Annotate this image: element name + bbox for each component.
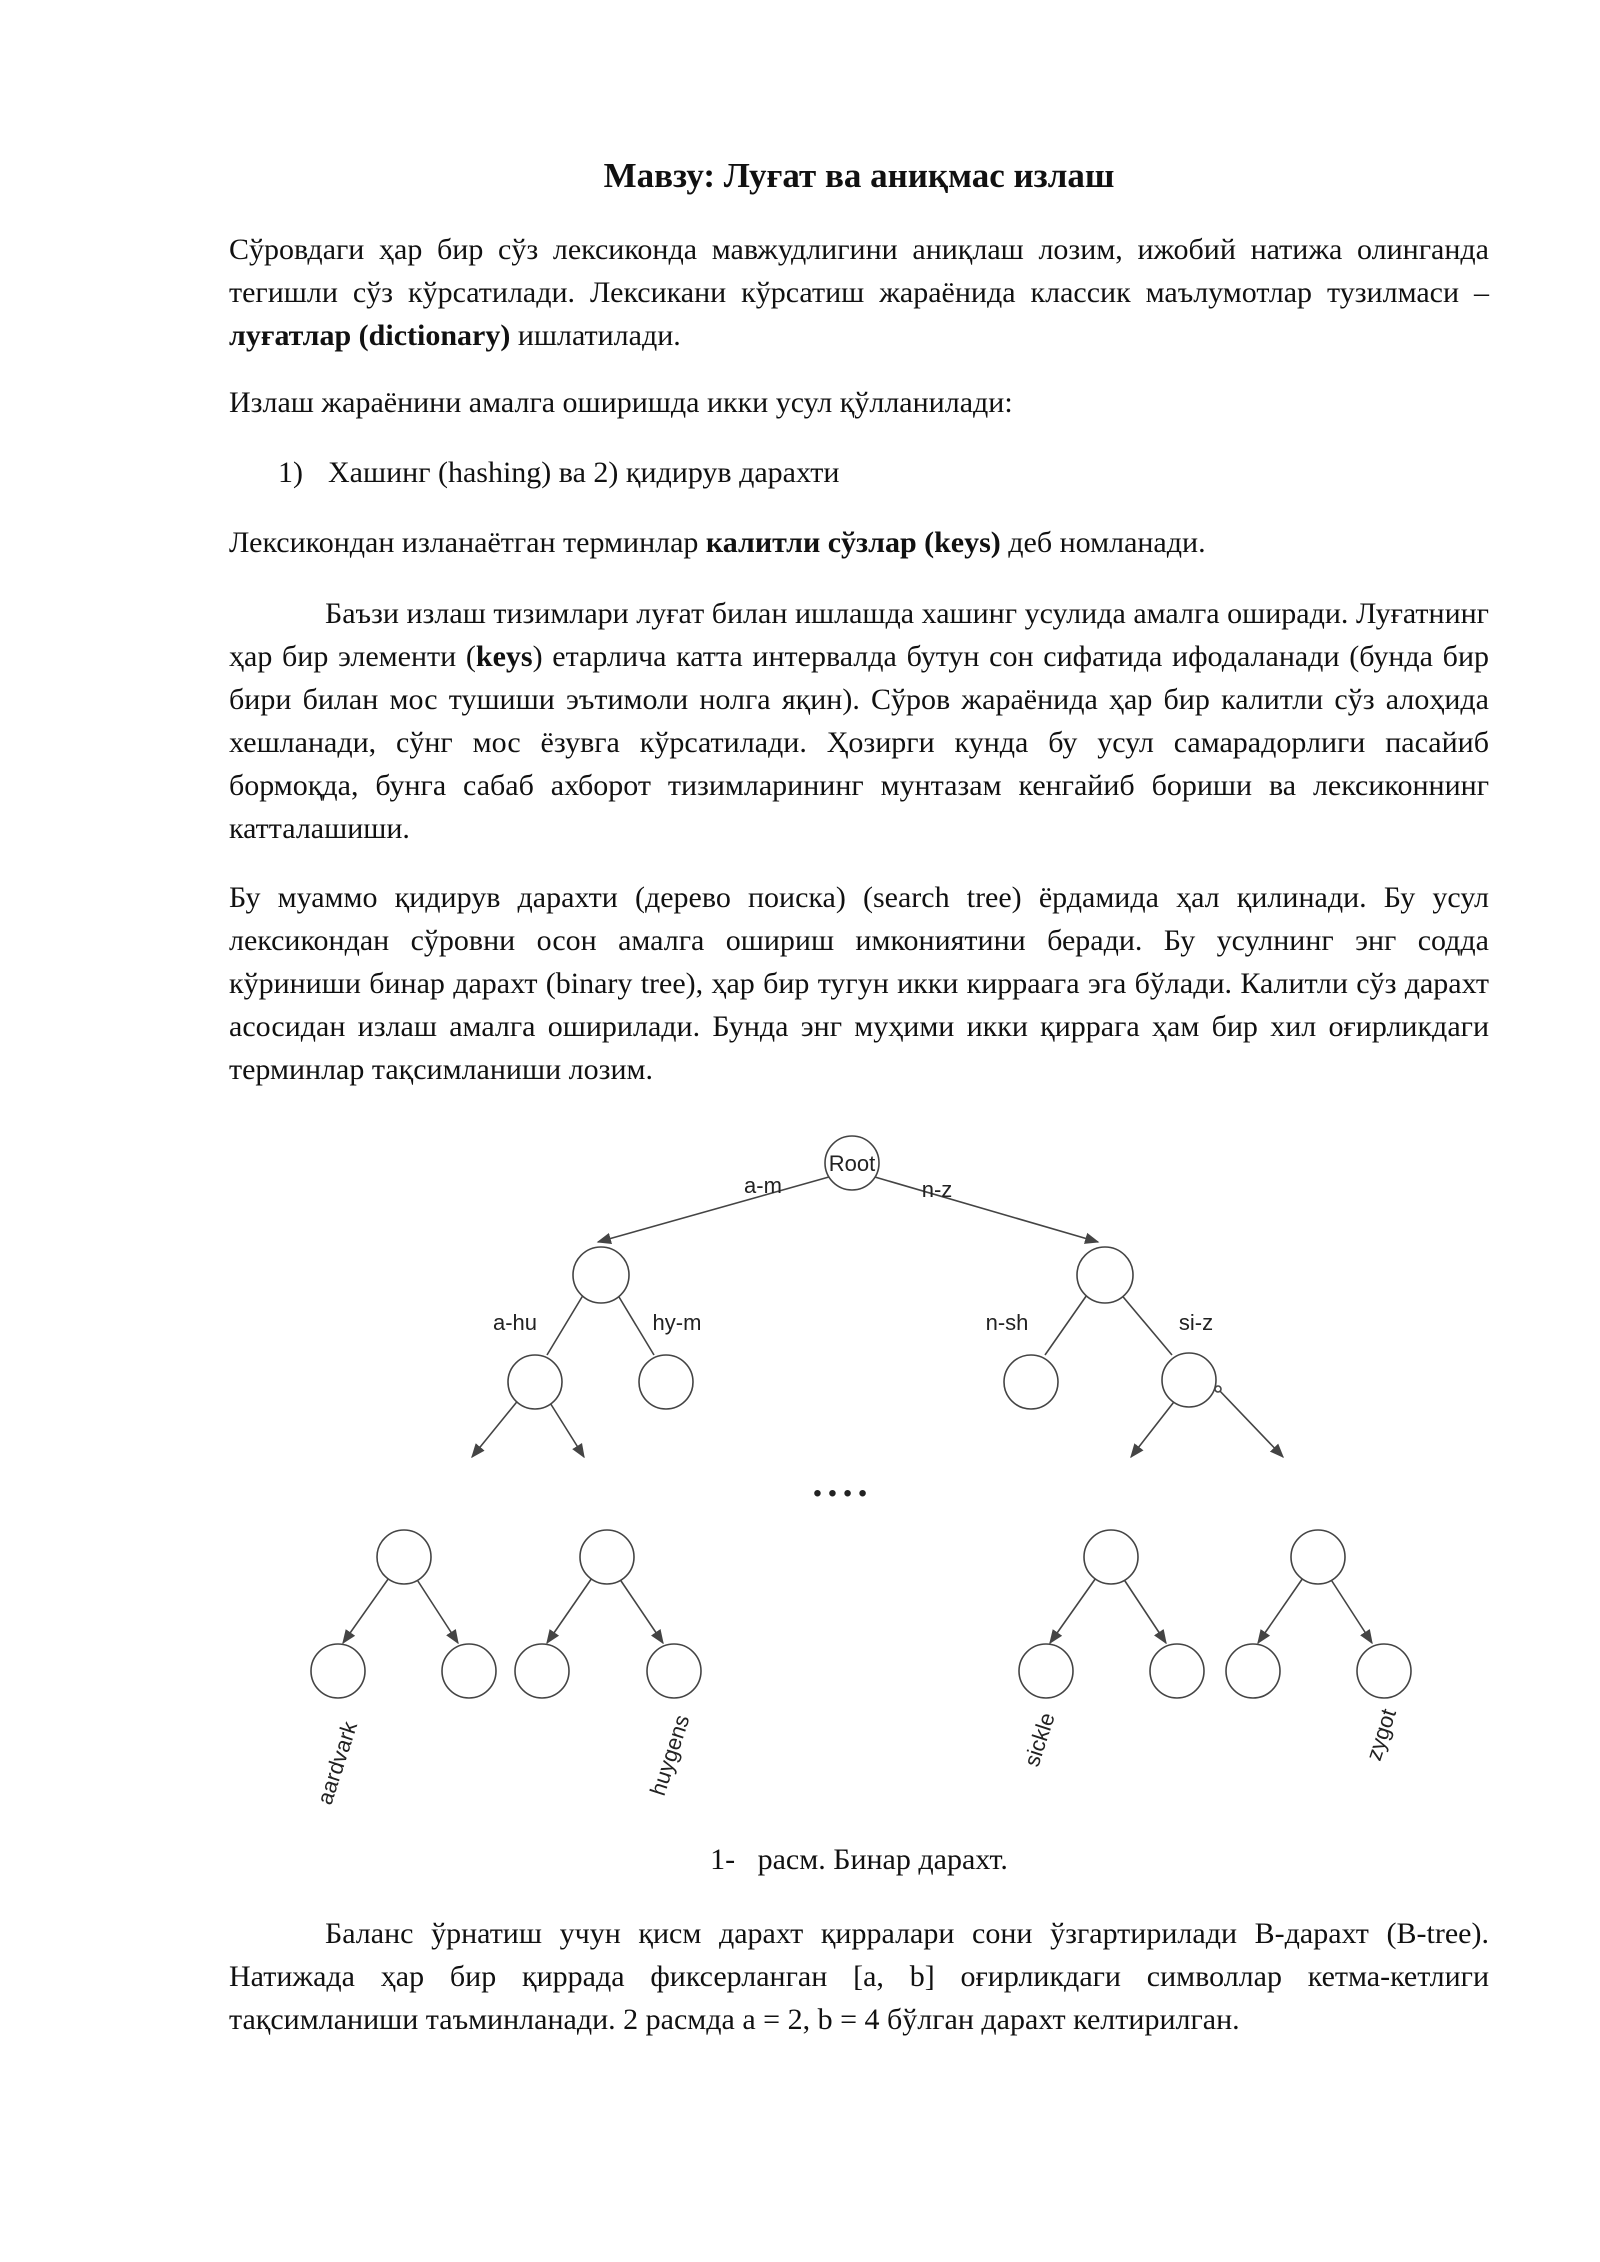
ellipsis-dots: • • • • <box>813 1480 867 1507</box>
tree-leaf <box>1226 1644 1280 1698</box>
edge-label-si-z: si-z <box>1178 1310 1214 1335</box>
tree-node <box>580 1530 634 1584</box>
edge-arrow-3 <box>1131 1398 1177 1457</box>
tree-node <box>639 1355 693 1409</box>
edge-l-hym <box>616 1292 654 1355</box>
paragraph-search-tree: Бу муаммо қидирув дарахти (дерево поиска) (search tree) ёрдамида ҳал қилинади. Бу усул лексикондан сўровни осон амалга ошириш имкониятини беради. Бу усулнинг энг содда кўриниши бинар дарахт (binary tree), ҳар бир тугун икки кирраага эга бўлади. Калитли сўз дарахт асосидан излаш амалга оширилади. Бунда энг муҳими икки қиррага ҳам бир хил оғирликдаги терминлар тақсимланиши лозим. <box>229 881 1489 1086</box>
figure-caption <box>229 1838 1489 1881</box>
paragraph-keys-bold: калитли сўзлар (keys) <box>705 526 1001 559</box>
page-title: Мавзу: Луғат ва аниқмас излаш <box>603 156 1115 195</box>
tree-node <box>508 1355 562 1409</box>
edge-b3-l <box>1050 1575 1098 1643</box>
paragraph-hashing-bold: keys <box>475 640 533 673</box>
paragraph-keys-text: Лексикондан изланаётган терминлар <box>229 526 706 559</box>
paragraph-keys-tail: деб номланади. <box>1000 526 1206 559</box>
edge-b2-r <box>617 1575 663 1643</box>
tree-node <box>1162 1353 1216 1407</box>
tree-node-small <box>1215 1386 1221 1392</box>
tree-leaf <box>442 1644 496 1698</box>
paragraph-hashing-text: Баъзи излаш тизимлари луғат билан ишлашда хашинг усулида амалга оширади. Луғатнинг ҳар бир элементи ( <box>229 597 1489 673</box>
edge-root-right <box>868 1175 1098 1242</box>
tree-node <box>1084 1530 1138 1584</box>
figure-caption-number: 1- <box>710 1843 736 1876</box>
edge-label-n-z: n-z <box>921 1177 953 1202</box>
leaf-word-sickle: sickle <box>1018 1709 1060 1770</box>
edge-label-a-m: a-m <box>744 1173 782 1198</box>
edge-root-left <box>598 1175 836 1242</box>
edge-b4-r <box>1328 1575 1372 1643</box>
tree-node <box>1291 1530 1345 1584</box>
paragraph-methods: Излаш жараёнини амалга оширишда икки усул қўлланилади: <box>229 386 1013 419</box>
list-item-text: Хашинг (hashing) ва 2) қидирув дарахти <box>328 456 840 489</box>
edge-r-nsh <box>1045 1292 1089 1355</box>
tree-leaf <box>647 1644 701 1698</box>
paragraph-intro-tail: ишлатилади. <box>510 319 681 352</box>
edge-label-n-sh: n-sh <box>985 1310 1029 1335</box>
edge-b1-r <box>414 1575 458 1643</box>
paragraph-hashing-tail: ) етарлича катта интервалда бутун сон сифатида ифодаланади (бунда бир бири билан мос тушиши эътимоли нолга яқин). Сўров жараёнида ҳар бир калитли сўз алоҳида хешланади, сўнг мос ёзувга кўрсатилади. Ҳозирги кунда бу усул самарадорлиги пасайиб бормоқда, бунга сабаб ахборот тизимларининг мунтазам кенгайиб бориши ва лексиконнинг катталашиши. <box>229 640 1489 845</box>
paragraph-btree: Баланс ўрнатиш учун қисм дарахт қирралари сони ўзгартирилади B-дарахт (B-tree). Натижада ҳар бир қиррада фиксерланган [a, b] оғирликдаги символлар кетма-кетлиги тақсимланиши таъминланади. 2 расмда a = 2, b = 4 бўлган дарахт келтирилган. <box>229 1917 1489 2036</box>
edge-label-a-hu: a-hu <box>492 1310 538 1335</box>
edge-arrow-2 <box>547 1398 584 1457</box>
tree-node <box>1004 1355 1058 1409</box>
leaf-word-huygens: huygens <box>644 1711 695 1799</box>
list-item-number: 1) <box>278 456 303 489</box>
tree-leaf <box>311 1644 365 1698</box>
leaf-word-zygot: zygot <box>1360 1705 1402 1764</box>
paragraph-intro-bold: луғатлар (dictionary) <box>229 319 511 352</box>
tree-node <box>1077 1247 1133 1303</box>
edge-r-siz <box>1119 1292 1172 1355</box>
leaf-word-aardvark: aardvark <box>311 1718 363 1808</box>
edge-arrow-4 <box>1218 1389 1283 1457</box>
tree-leaf <box>1019 1644 1073 1698</box>
edge-arrow-1 <box>472 1398 520 1457</box>
edge-l-hu <box>547 1292 585 1355</box>
tree-leaf <box>515 1644 569 1698</box>
tree-node <box>377 1530 431 1584</box>
edge-b2-l <box>547 1575 594 1643</box>
tree-leaf <box>1150 1644 1204 1698</box>
figure-caption-text: расм. Бинар дарахт. <box>757 1843 1008 1876</box>
edge-b3-r <box>1121 1575 1166 1643</box>
root-label: Root <box>828 1151 876 1176</box>
tree-node <box>573 1247 629 1303</box>
edge-b4-l <box>1258 1575 1305 1643</box>
tree-leaf <box>1357 1644 1411 1698</box>
paragraph-intro-text: Сўровдаги ҳар бир сўз лексиконда мавжудлигини аниқлаш лозим, ижобий натижа олинганда тегишли сўз кўрсатилади. Лексикани кўрсатиш жараёнида классик маълумотлар тузилмаси – <box>229 233 1489 309</box>
edge-b1-l <box>343 1575 391 1643</box>
edge-label-hy-m: hy-m <box>652 1310 702 1335</box>
